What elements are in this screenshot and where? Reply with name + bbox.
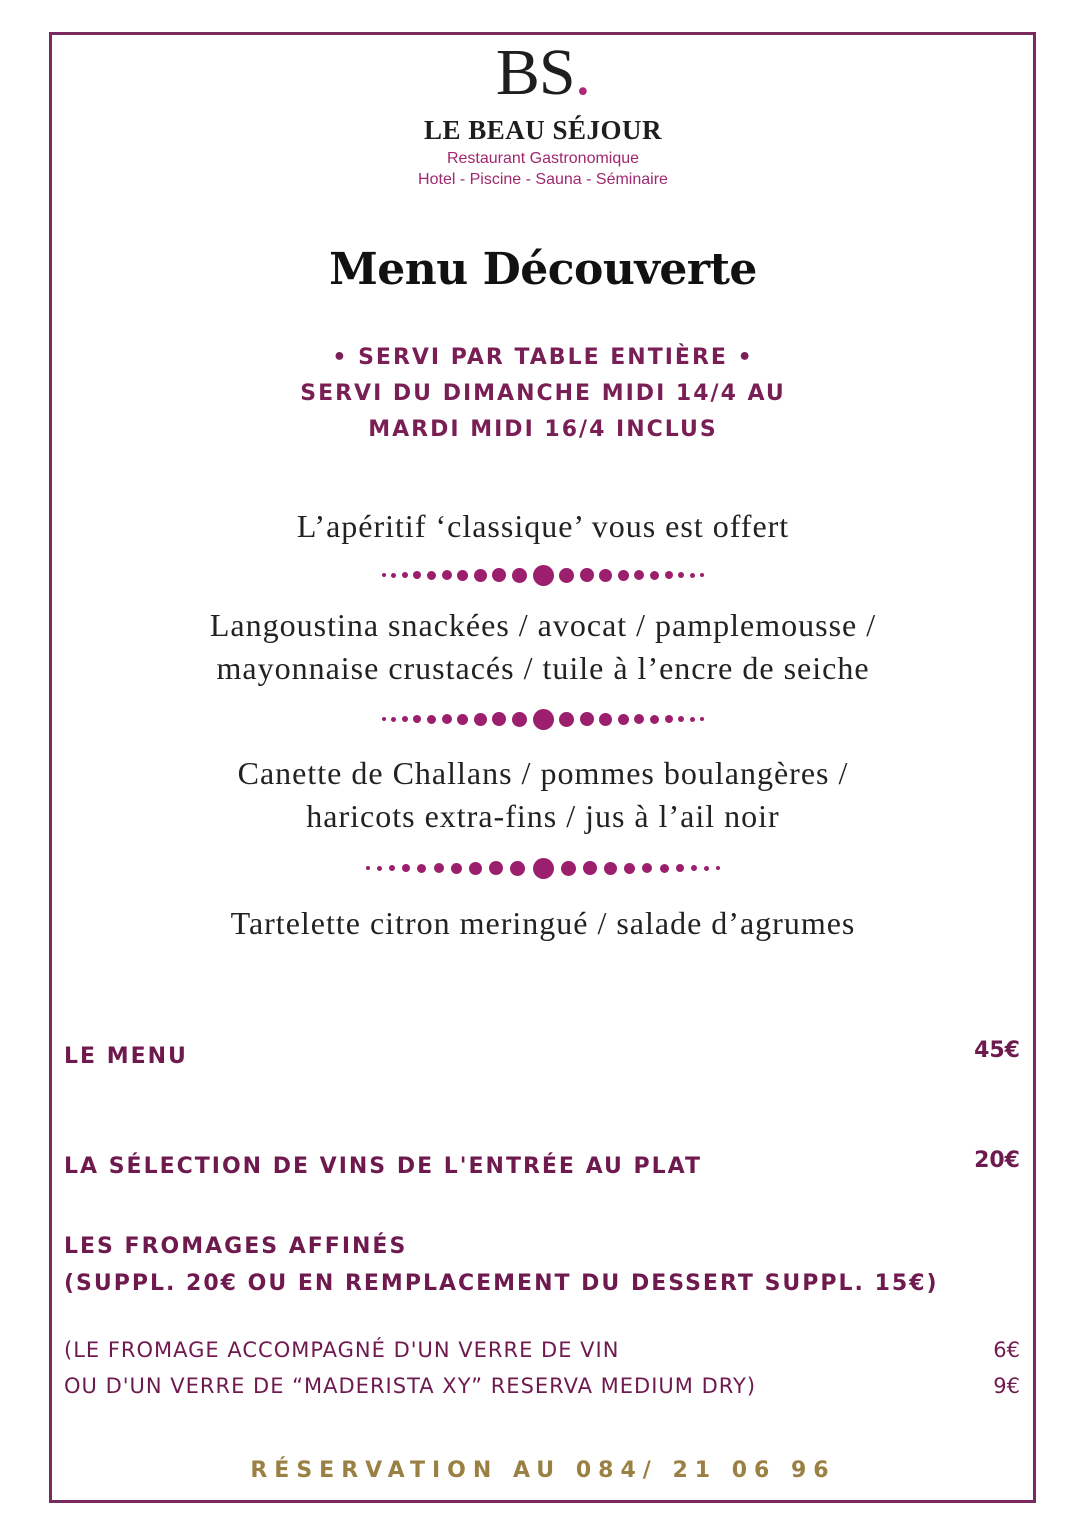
price-detail: (SUPPL. 20€ OU EN REMPLACEMENT DU DESSERT SUPPL. 15€) — [64, 1271, 939, 1296]
cheese-pairing-wine — [64, 1338, 1020, 1362]
divider-dot — [377, 866, 382, 871]
divider-dot — [474, 569, 487, 582]
divider-dot — [559, 568, 574, 583]
divider-dot — [676, 864, 684, 872]
course-main — [0, 752, 1086, 838]
divider-dot — [618, 570, 629, 581]
divider-dot — [533, 709, 554, 730]
logo-dot: . — [574, 36, 591, 109]
divider-dot — [442, 714, 452, 724]
divider-dot — [690, 573, 695, 578]
divider-dot — [492, 712, 506, 726]
divider-dot — [618, 714, 629, 725]
divider-dot — [442, 570, 452, 580]
divider-dot — [700, 717, 704, 721]
dotted-divider-icon — [0, 707, 1086, 731]
price-label: LA SÉLECTION DE VINS DE L'ENTRÉE AU PLAT — [64, 1154, 702, 1179]
divider-dot — [434, 863, 444, 873]
divider-dot — [533, 858, 554, 879]
divider-dot — [665, 571, 673, 579]
pairing-price: 9€ — [993, 1374, 1020, 1398]
price-row-menu — [64, 1038, 1020, 1069]
divider-dot — [660, 864, 669, 873]
divider-dot — [413, 715, 421, 723]
divider-dot — [474, 713, 487, 726]
dotted-divider-icon — [0, 856, 1086, 880]
cheese-pairing-madeira — [64, 1374, 1020, 1398]
divider-dot — [580, 712, 594, 726]
divider-dot — [634, 570, 644, 580]
divider-dot — [533, 565, 554, 586]
divider-dot — [457, 570, 468, 581]
course-line: Canette de Challans / pommes boulangères / — [237, 755, 849, 791]
price-label: LE MENU — [64, 1044, 188, 1069]
divider-dot — [678, 572, 684, 578]
price-value: 20€ — [974, 1148, 1020, 1173]
divider-dot — [413, 571, 421, 579]
dotted-divider-icon — [0, 563, 1086, 587]
divider-dot — [599, 713, 612, 726]
divider-dot — [665, 715, 673, 723]
course-line: mayonnaise crustacés / tuile à l’encre de seiche — [216, 650, 870, 686]
pairing-label: OU D'UN VERRE DE “MADERISTA XY” RESERVA MEDIUM DRY) — [64, 1374, 757, 1398]
divider-dot — [402, 864, 410, 872]
restaurant-subtitle: Restaurant Gastronomique — [446, 150, 640, 167]
pairing-price: 6€ — [993, 1338, 1020, 1362]
divider-dot — [391, 717, 396, 722]
divider-dot — [451, 863, 462, 874]
divider-dot — [391, 573, 396, 578]
divider-dot — [402, 716, 408, 722]
service-notice — [0, 340, 1086, 448]
divider-dot — [642, 863, 652, 873]
divider-dot — [382, 573, 386, 577]
divider-dot — [691, 865, 697, 871]
notice-line-1: • SERVI PAR TABLE ENTIÈRE • — [332, 345, 754, 370]
price-label: LES FROMAGES AFFINÉS — [64, 1234, 408, 1259]
divider-dot — [604, 862, 617, 875]
divider-dot — [559, 712, 574, 727]
divider-dot — [427, 571, 436, 580]
divider-dot — [492, 568, 506, 582]
divider-dot — [489, 861, 503, 875]
divider-dot — [634, 714, 644, 724]
divider-dot — [700, 573, 704, 577]
restaurant-name: LE BEAU SÉJOUR — [423, 115, 663, 145]
course-dessert — [0, 902, 1086, 945]
price-row-cheese — [64, 1228, 1020, 1302]
logo-monogram — [0, 38, 1086, 108]
logo-letters: BS — [495, 36, 575, 109]
price-value: 45€ — [974, 1038, 1020, 1063]
divider-dot — [469, 862, 482, 875]
divider-dot — [512, 568, 527, 583]
divider-dot — [366, 866, 370, 870]
divider-dot — [580, 568, 594, 582]
divider-dot — [417, 864, 426, 873]
notice-line-2: SERVI DU DIMANCHE MIDI 14/4 AU — [300, 381, 786, 406]
course-line: L’apéritif ‘classique’ vous est offert — [296, 508, 790, 544]
divider-dot — [678, 716, 684, 722]
reservation-phone: RÉSERVATION AU 084/ 21 06 96 — [250, 1458, 836, 1483]
divider-dot — [402, 572, 408, 578]
course-starter — [0, 604, 1086, 690]
divider-dot — [690, 717, 695, 722]
divider-dot — [650, 715, 659, 724]
divider-dot — [510, 861, 525, 876]
divider-dot — [427, 715, 436, 724]
divider-dot — [650, 571, 659, 580]
notice-line-3: MARDI MIDI 16/4 INCLUS — [368, 417, 718, 442]
divider-dot — [457, 714, 468, 725]
divider-dot — [512, 712, 527, 727]
divider-dot — [561, 861, 576, 876]
divider-dot — [716, 866, 720, 870]
divider-dot — [624, 863, 635, 874]
course-line: Tartelette citron meringué / salade d’agrumes — [230, 905, 856, 941]
course-line: Langoustina snackées / avocat / pamplemousse / — [209, 607, 877, 643]
divider-dot — [704, 866, 709, 871]
menu-title: Menu Découverte — [329, 244, 757, 295]
divider-dot — [382, 717, 386, 721]
divider-dot — [599, 569, 612, 582]
course-line: haricots extra-fins / jus à l’ail noir — [306, 798, 780, 834]
pairing-label: (LE FROMAGE ACCOMPAGNÉ D'UN VERRE DE VIN — [64, 1338, 620, 1362]
price-row-wine — [64, 1148, 1020, 1179]
divider-dot — [389, 865, 395, 871]
divider-dot — [583, 861, 597, 875]
restaurant-services: Hotel - Piscine - Sauna - Séminaire — [418, 171, 668, 188]
course-aperitif — [0, 505, 1086, 548]
